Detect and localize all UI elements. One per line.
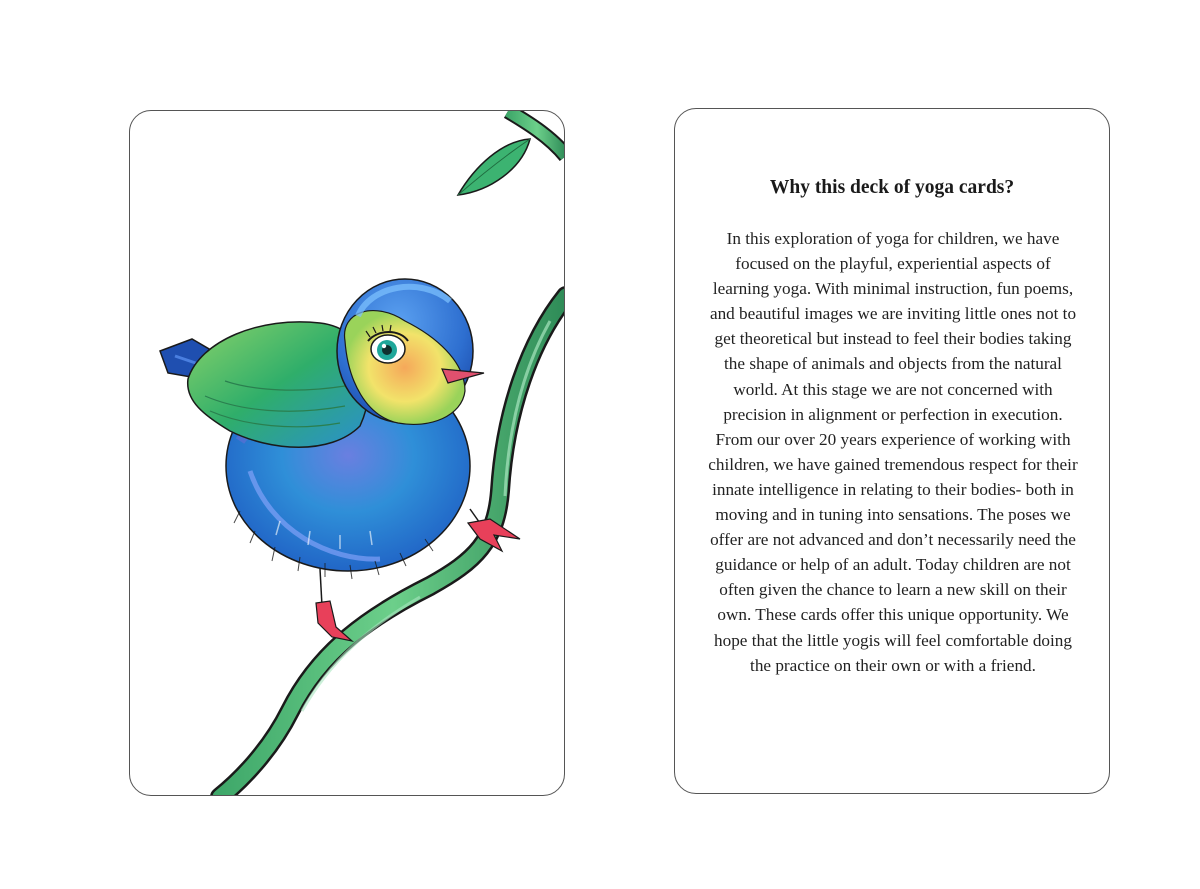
card-title: Why this deck of yoga cards? [769,177,1015,198]
back-card [674,108,1110,794]
front-card [129,110,565,796]
card-body-text: In this exploration of yoga for children, we have focused on the playful, experiential aspects of learning yoga. With minimal instruction, fun poems, and beautiful images we are inviting little ones not to get theoretical but instead to feel their bodies taking the shape of animals and objects from the natural world. At this stage we are not concerned with precision in alignment or perfection in execution. From our over 20 years experience of working with children, we have gained tremendous respect for their innate intelligence in relating to their bodies- both in moving and in tuning into sensations. The poses we offer are not advanced and don’t necessarily need the guidance or help of an adult. Today children are not often given the chance to learn a new skill on their own. These cards offer this unique opportunity. We hope that the little yogis will feel comfortable doing the practice on their own or with a friend. [708,229,1078,675]
bluebird-illustration-icon [130,111,565,796]
